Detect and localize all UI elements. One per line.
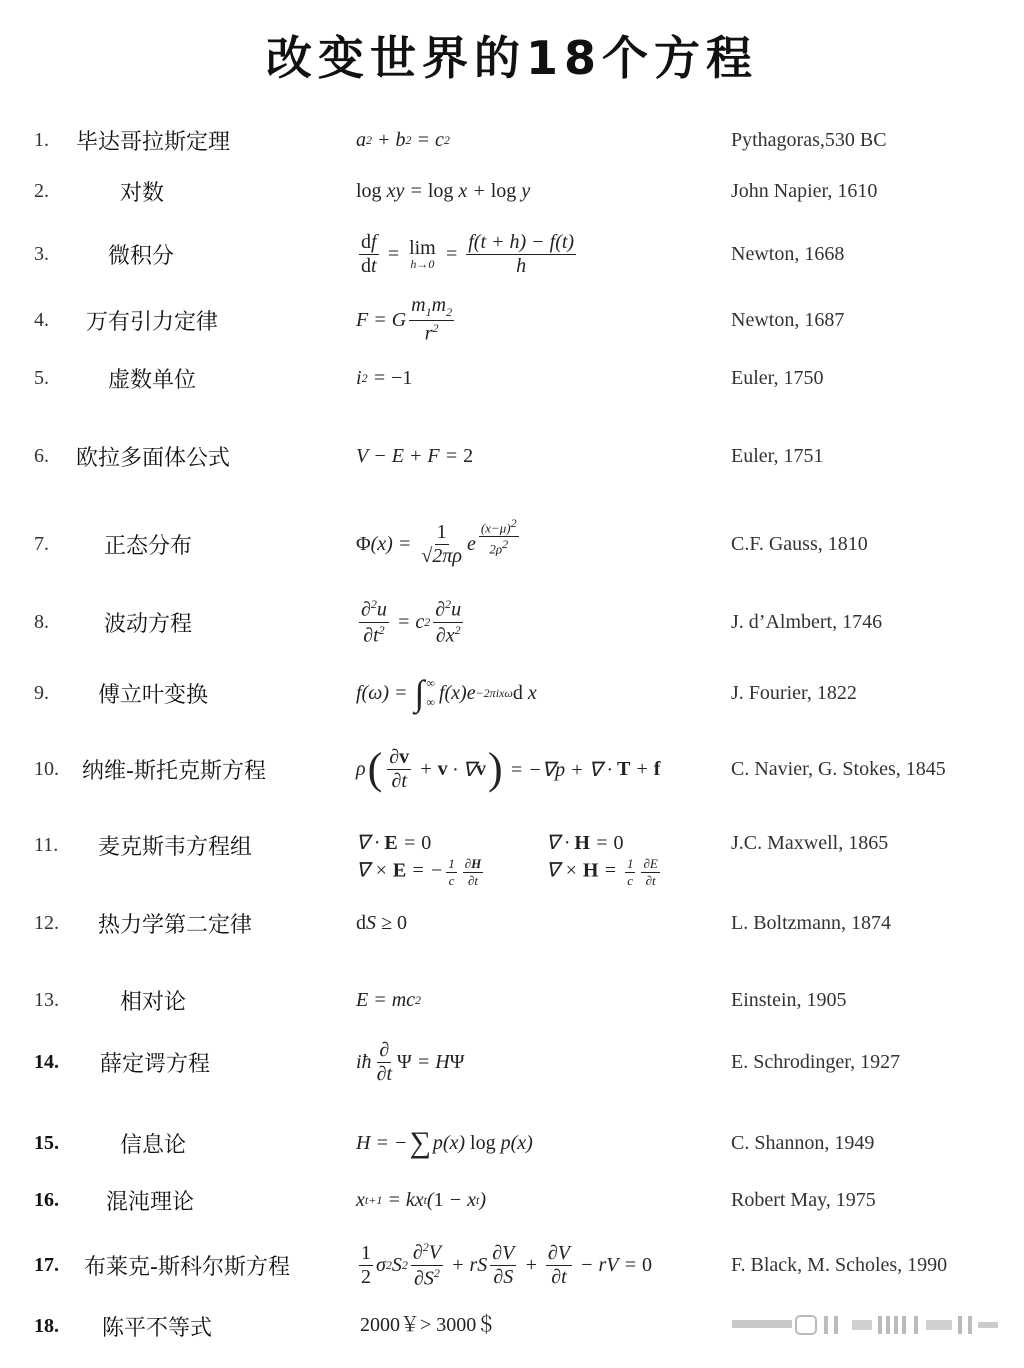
equation-citation: J. Fourier, 1822 [731, 681, 857, 704]
equation-row-4 [0, 290, 1024, 350]
equation-citation: L. Boltzmann, 1874 [731, 911, 891, 934]
row-number: 5. [34, 366, 49, 389]
equation-name: 傅立叶变换 [98, 682, 209, 708]
equation-row-16 [0, 1170, 1024, 1230]
equation-name: 布莱克-斯科尔斯方程 [84, 1254, 290, 1280]
equation-row-13 [0, 970, 1024, 1030]
equation-name: 正态分布 [104, 533, 193, 559]
row-number: 16. [34, 1188, 59, 1211]
watermark-graphic [732, 1314, 1002, 1336]
equation-name: 麦克斯韦方程组 [98, 835, 253, 860]
formula-euler-polyhedron: V − E + F = 2 [356, 444, 474, 467]
equation-name: 热力学第二定律 [98, 912, 253, 938]
formula-black-scholes: $\frac{1}{2}$ σ 2 S 2 $\frac{\partial^2V}{\partial S^2}$ + rS $\frac{\partial V}{\partial S}$ + $\frac{\partial V}{\partial t}$ − rV = 0 [361, 1239, 652, 1290]
equation-row-6 [0, 426, 1024, 486]
row-number: 13. [34, 988, 59, 1011]
row-number: 10. [34, 757, 59, 780]
equation-citation: J.C. Maxwell, 1865 [731, 832, 889, 854]
formula-maxwell: ∇ · E = 0 ∇ · H = 0 ∇ × E = − $\frac{1}{c}$ $\frac{\partial H}{\partial t}$ ∇ × H = $\frac{1}{c}$ $\frac{\partial E}{\partial t}$ [356, 832, 658, 888]
equation-row-8 [0, 592, 1024, 652]
equation-row-2 [0, 161, 1024, 221]
equation-name: 薛定谔方程 [100, 1051, 211, 1077]
row-number: 8. [34, 610, 49, 633]
formula-navier-stokes: ρ ( $\frac{\partial v}{\partial t}$ + v · ∇ v ) = −∇p + ∇ · T + f [356, 744, 661, 793]
equation-citation: Robert May, 1975 [731, 1188, 876, 1211]
row-number: 17. [34, 1253, 59, 1276]
formula-information-theory: H = − ∑ p(x) log p(x) [356, 1126, 533, 1159]
formula-calculus: $\frac{df}{dt}$ = lim h→0 = $\frac{f(t + h) - f(t)}{h}$ [361, 230, 575, 277]
formula-logarithm: log xy = log x + log y [356, 179, 531, 202]
row-number: 7. [34, 532, 49, 555]
equation-name: 相对论 [120, 989, 187, 1015]
equation-row-3 [0, 224, 1024, 284]
equation-name: 信息论 [120, 1132, 187, 1158]
equation-citation: C. Shannon, 1949 [731, 1131, 875, 1154]
equation-name: 纳维-斯托克斯方程 [82, 758, 266, 784]
equation-row-9 [0, 663, 1024, 723]
formula-thermodynamics: d S ≥ 0 [356, 911, 407, 934]
equation-citation: J. d’Almbert, 1746 [731, 610, 883, 633]
row-number: 1. [34, 128, 49, 151]
equation-row-11 [0, 830, 1024, 890]
equation-name: 欧拉多面体公式 [76, 445, 231, 471]
row-number: 3. [34, 242, 49, 265]
equation-citation: Einstein, 1905 [731, 988, 847, 1011]
equation-name: 万有引力定律 [86, 309, 219, 335]
equation-citation: E. Schrodinger, 1927 [731, 1050, 901, 1073]
formula-wave-equation: $\frac{\partial^2u}{\partial t^2}$ = c 2 $\frac{\partial^2u}{\partial x^2}$ [361, 596, 462, 647]
equation-name: 虚数单位 [108, 367, 197, 393]
equation-row-14 [0, 1032, 1024, 1092]
equation-name: 微积分 [108, 243, 175, 269]
equation-name: 毕达哥拉斯定理 [76, 129, 231, 155]
row-number: 6. [34, 444, 49, 467]
row-number: 14. [34, 1050, 59, 1073]
equation-citation: Newton, 1668 [731, 242, 845, 265]
equation-name: 陈平不等式 [102, 1315, 213, 1341]
formula-normal-distribution: Φ (x) = $\frac{1}{√2\pi\rho}$ e $^{\frac{(x-\mu)^2}{2\rho^2}}$ [356, 515, 517, 567]
equation-name: 对数 [120, 180, 165, 206]
equation-row-5 [0, 348, 1024, 408]
formula-gravitation: F = G $\frac{m_1m_2}{r^2}$ [356, 294, 453, 345]
equation-row-17 [0, 1235, 1024, 1295]
row-number: 12. [34, 911, 59, 934]
row-number: 9. [34, 681, 49, 704]
row-number: 11. [34, 834, 59, 856]
formula-imaginary-unit: i 2 = −1 [356, 366, 413, 389]
formula-schrodinger: iħ $\frac{\partial}{\partial t}$ Ψ = H Ψ [356, 1038, 465, 1085]
equation-citation: Euler, 1751 [731, 444, 824, 467]
formula-chaos-theory: x t+1 = kx t ( 1 − x t ) [356, 1188, 486, 1211]
equation-row-15 [0, 1113, 1024, 1173]
equation-name: 波动方程 [104, 611, 193, 637]
equation-row-7 [0, 514, 1024, 574]
equation-citation: C.F. Gauss, 1810 [731, 532, 868, 555]
equation-name: 混沌理论 [106, 1189, 195, 1215]
equation-citation: Newton, 1687 [731, 308, 845, 331]
formula-chen-ping-inequality: 2000￥> 3000＄ [360, 1314, 497, 1336]
formula-relativity: E = mc 2 [356, 988, 422, 1011]
equation-citation: Euler, 1750 [731, 366, 824, 389]
formula-pythagoras: a 2 + b 2 = c 2 [356, 128, 450, 151]
row-number: 2. [34, 179, 49, 202]
equation-row-12 [0, 893, 1024, 953]
equation-citation: Pythagoras,530 BC [731, 128, 887, 151]
formula-fourier-transform: f(ω) = ∫ ∞ ∞ f(x)e −2πixω d x [356, 673, 537, 713]
row-number: 18. [34, 1314, 59, 1337]
equation-row-10 [0, 739, 1024, 799]
equation-citation: John Napier, 1610 [731, 179, 878, 202]
equation-citation: F. Black, M. Scholes, 1990 [731, 1253, 948, 1276]
row-number: 15. [34, 1131, 59, 1154]
row-number: 4. [34, 308, 49, 331]
page-title: 改变世界的18个方程 [265, 31, 758, 85]
equation-citation: C. Navier, G. Stokes, 1845 [731, 757, 946, 780]
